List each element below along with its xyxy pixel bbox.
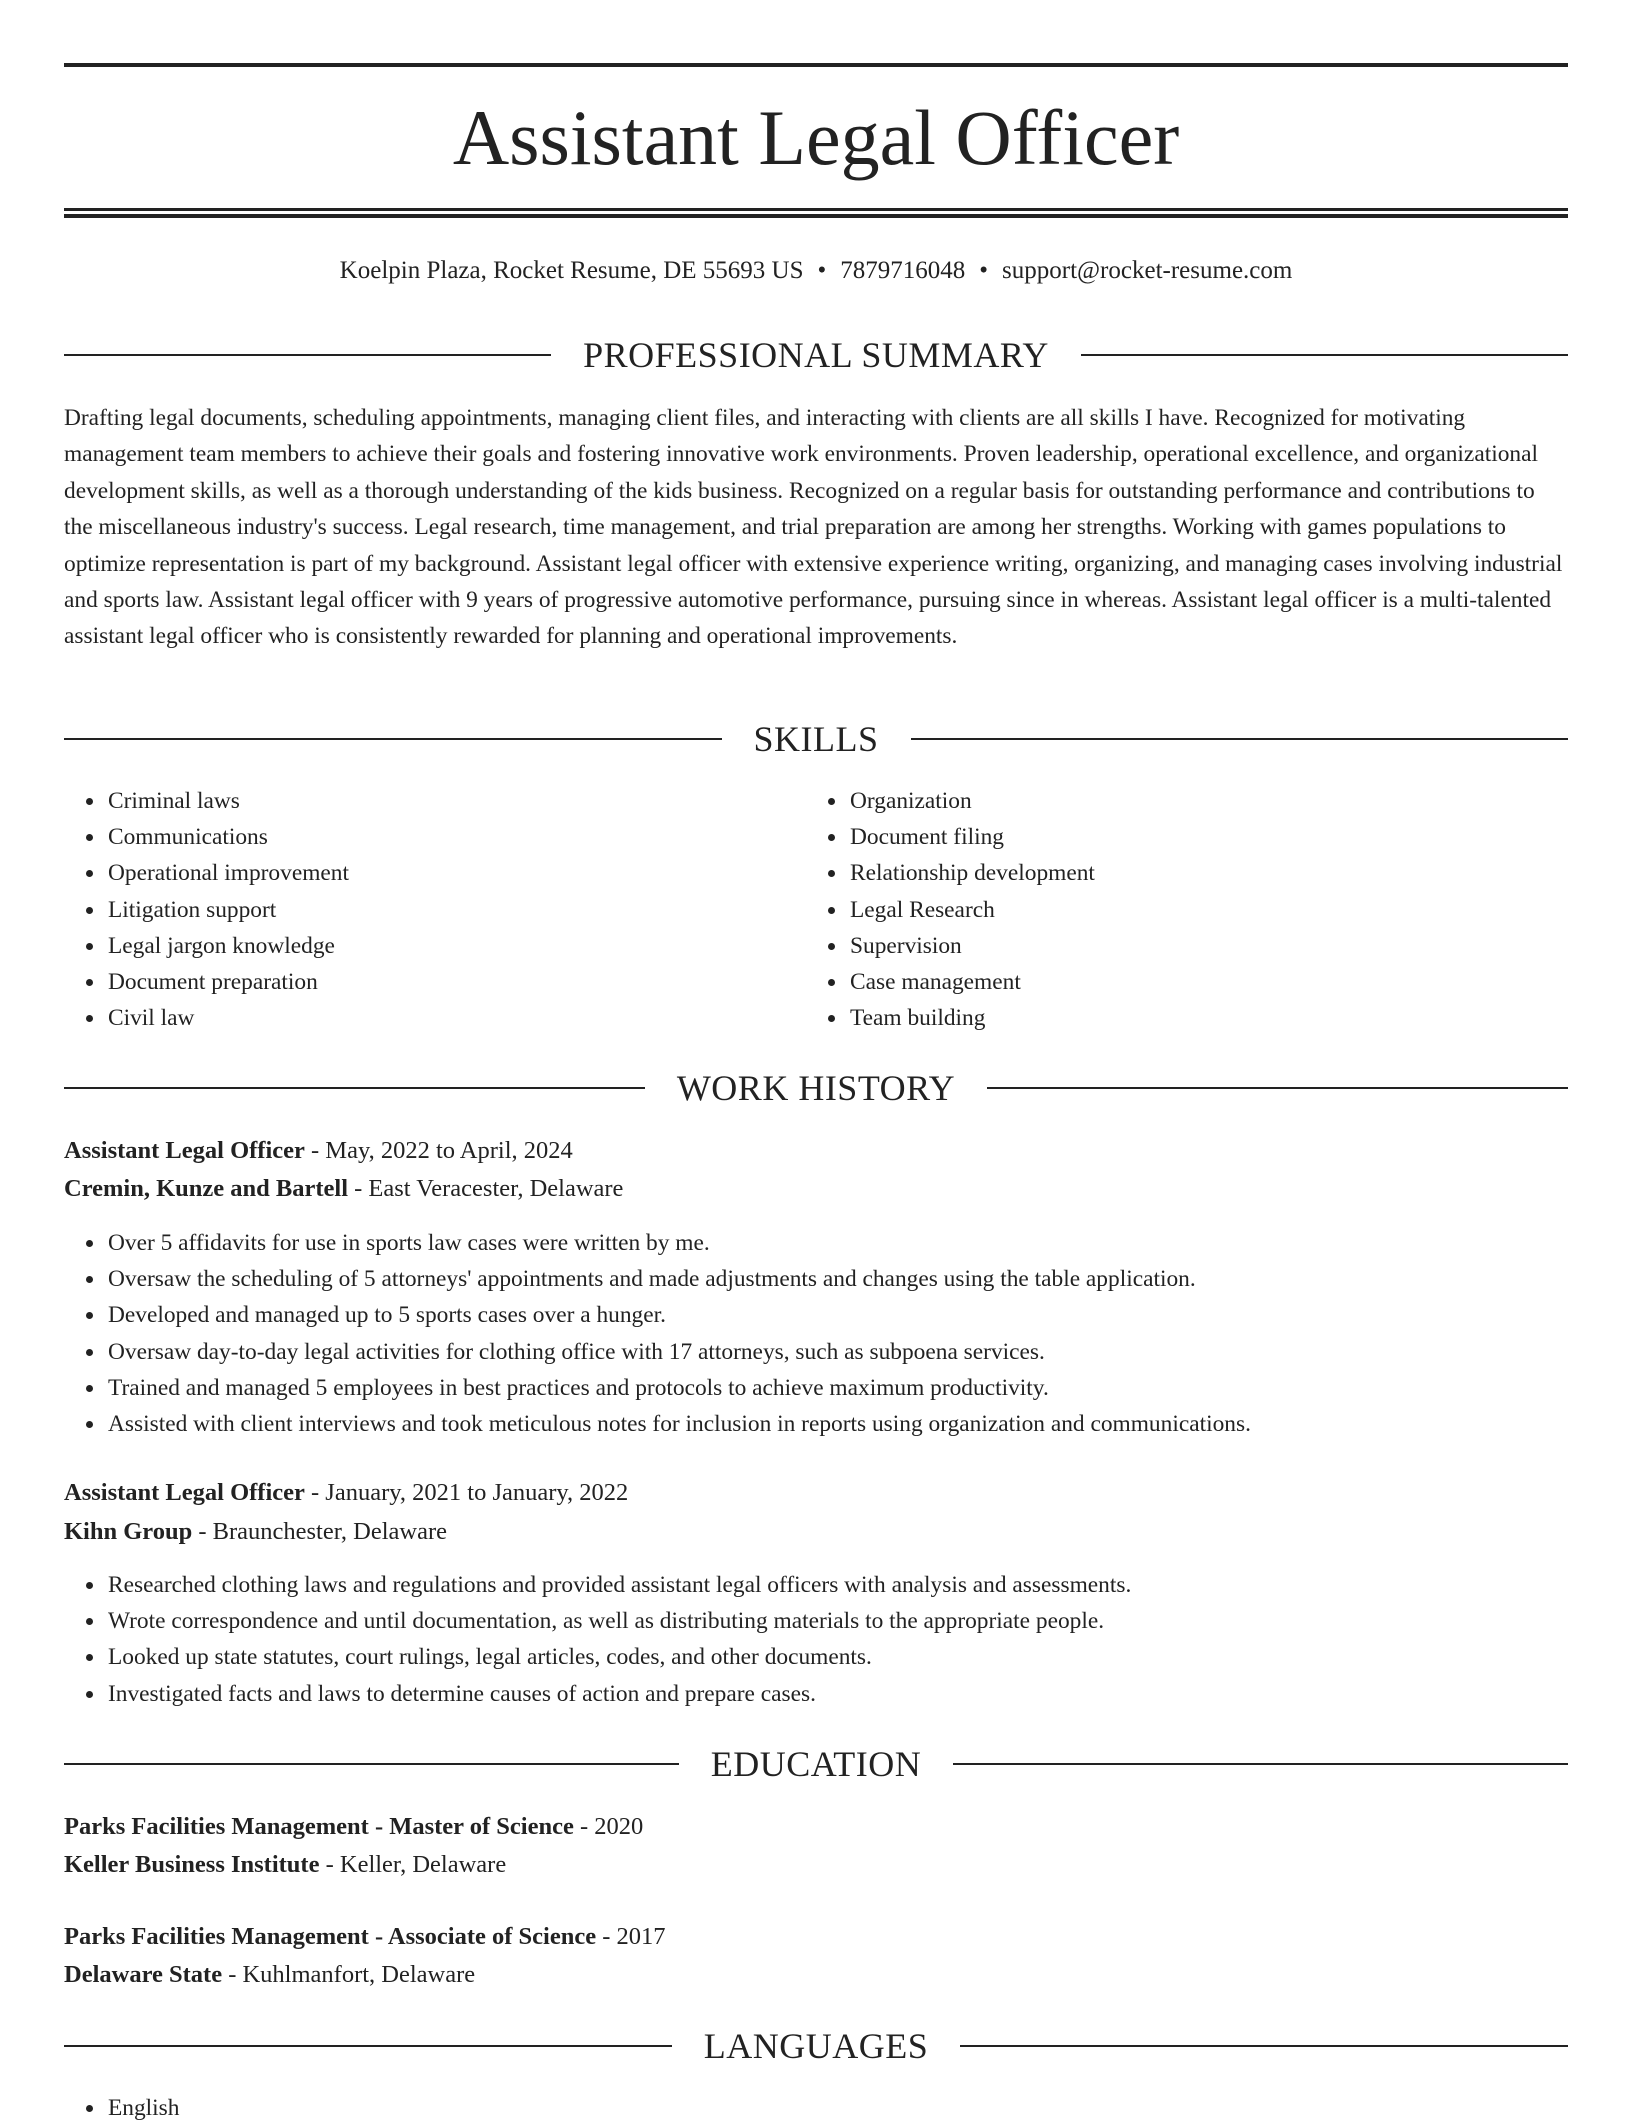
heading-rule-right: [911, 738, 1569, 740]
job-bullet: Trained and managed 5 employees in best practices and protocols to achieve maximum productivity.: [108, 1370, 1568, 1406]
summary-heading-title: PROFESSIONAL SUMMARY: [583, 335, 1049, 375]
job-company-line: [64, 1514, 1568, 1550]
work-heading-title: WORK HISTORY: [676, 1068, 956, 1108]
heading-rule-right: [960, 2045, 1568, 2047]
skills-list-left: [64, 783, 764, 1036]
job-bullet: Oversaw day-to-day legal activities for clothing office with 17 attorneys, such as subpoena services.: [108, 1334, 1568, 1370]
skill-item: Document preparation: [108, 964, 764, 1000]
languages-list: [64, 2090, 1568, 2126]
education-school-line: [64, 1957, 1568, 1993]
education-year: - 2020: [573, 1813, 644, 1840]
job-bullet: Developed and managed up to 5 sports cases over a hunger.: [108, 1297, 1568, 1333]
skills-column-right: [806, 783, 1506, 1036]
contact-line: [64, 254, 1568, 288]
skill-item: Legal Research: [850, 892, 1506, 928]
education-degree-line: [64, 1809, 1568, 1845]
job-company: Kihn Group: [64, 1518, 193, 1545]
skills-column-left: [64, 783, 764, 1036]
heading-rule-right: [987, 1087, 1568, 1089]
job-dates: - May, 2022 to April, 2024: [304, 1137, 573, 1164]
job-title: Assistant Legal Officer: [64, 1137, 305, 1164]
contact-separator: •: [817, 257, 827, 284]
resume-name: Assistant Legal Officer: [452, 94, 1180, 181]
skills-list-right: [806, 783, 1506, 1036]
job-company-line: [64, 1171, 1568, 1207]
skill-item: Operational improvement: [108, 855, 764, 891]
heading-rule-left: [64, 1763, 679, 1765]
skill-item: Litigation support: [108, 892, 764, 928]
job-title-line: [64, 1475, 1568, 1511]
education-degree: Parks Facilities Management - Master of Science: [64, 1813, 574, 1840]
education-school: Delaware State: [64, 1961, 223, 1988]
heading-rule-right: [953, 1763, 1568, 1765]
contact-phone: 7879716048: [840, 257, 966, 284]
skill-item: Communications: [108, 819, 764, 855]
language-item: English: [108, 2090, 1568, 2126]
job-bullet: Oversaw the scheduling of 5 attorneys' appointments and made adjustments and changes using the table application.: [108, 1261, 1568, 1297]
contact-separator: •: [979, 257, 989, 284]
job-location: - Braunchester, Delaware: [192, 1518, 448, 1545]
header-top-rule: [64, 63, 1568, 67]
job-bullets: [64, 1225, 1568, 1442]
education-degree: Parks Facilities Management - Associate of Science: [64, 1923, 597, 1950]
job-bullet-list: [64, 1225, 1568, 1442]
education-heading-title: EDUCATION: [710, 1744, 922, 1784]
job-company: Cremin, Kunze and Bartell: [64, 1175, 349, 1202]
skill-item: Document filing: [850, 819, 1506, 855]
skill-item: Relationship development: [850, 855, 1506, 891]
job-bullet-list: [64, 1567, 1568, 1712]
summary-heading: [64, 330, 1568, 380]
skill-item: Criminal laws: [108, 783, 764, 819]
education-heading: [64, 1739, 1568, 1789]
languages-heading: [64, 2021, 1568, 2071]
job-bullet: Wrote correspondence and until documentation, as well as distributing materials to the appropriate people.: [108, 1603, 1568, 1639]
job-bullet: Investigated facts and laws to determine causes of action and prepare cases.: [108, 1676, 1568, 1712]
skill-item: Legal jargon knowledge: [108, 928, 764, 964]
heading-rule-left: [64, 738, 722, 740]
contact-address: Koelpin Plaza, Rocket Resume, DE 55693 US: [339, 257, 804, 284]
languages-list-wrap: [64, 2090, 1568, 2126]
job-bullet: Looked up state statutes, court rulings, legal articles, codes, and other documents.: [108, 1639, 1568, 1675]
job-bullets: [64, 1567, 1568, 1712]
education-degree-line: [64, 1919, 1568, 1955]
job-dates: - January, 2021 to January, 2022: [304, 1479, 629, 1506]
heading-rule-left: [64, 2045, 672, 2047]
skill-item: Civil law: [108, 1000, 764, 1036]
skill-item: Organization: [850, 783, 1506, 819]
skill-item: Supervision: [850, 928, 1506, 964]
job-location: - East Veracester, Delaware: [348, 1175, 624, 1202]
job-title: Assistant Legal Officer: [64, 1479, 305, 1506]
summary-text: Drafting legal documents, scheduling appointments, managing client files, and interacting with clients are all skills I have. Recognized for motivating management team members to achieve their goals and fostering innovative work environments. Proven leadership, operational excellence, and organizational development skills, as well as a thorough understanding of the kids business. Recognized on a regular basis for outstanding performance and contributions to the miscellaneous industry's success. Legal research, time management, and trial preparation are among her strengths. Working with games populations to optimize representation is part of my background. Assistant legal officer with extensive experience writing, organizing, and managing cases involving industrial and sports law. Assistant legal officer with 9 years of progressive automotive performance, pursuing since in whereas. Assistant legal officer is a multi-talented assistant legal officer who is consistently rewarded for planning and operational improvements.: [64, 405, 1563, 650]
heading-rule-left: [64, 1087, 645, 1089]
header-double-rule: [64, 208, 1568, 218]
heading-rule-left: [64, 354, 551, 356]
skill-item: Case management: [850, 964, 1506, 1000]
education-school: Keller Business Institute: [64, 1851, 320, 1878]
education-location: - Kuhlmanfort, Delaware: [222, 1961, 476, 1988]
heading-rule-right: [1081, 354, 1568, 356]
education-location: - Keller, Delaware: [319, 1851, 507, 1878]
job-title-line: [64, 1133, 1568, 1169]
skills-heading-title: SKILLS: [753, 719, 879, 759]
skills-heading: [64, 714, 1568, 764]
work-heading: [64, 1063, 1568, 1113]
job-bullet: Assisted with client interviews and took meticulous notes for inclusion in reports using organization and communications.: [108, 1406, 1568, 1442]
skill-item: Team building: [850, 1000, 1506, 1036]
education-year: - 2017: [596, 1923, 666, 1950]
job-bullet: Researched clothing laws and regulations and provided assistant legal officers with analysis and assessments.: [108, 1567, 1568, 1603]
education-school-line: [64, 1847, 1568, 1883]
languages-heading-title: LANGUAGES: [703, 2026, 929, 2066]
job-bullet: Over 5 affidavits for use in sports law cases were written by me.: [108, 1225, 1568, 1261]
contact-email: support@rocket-resume.com: [1002, 257, 1293, 284]
